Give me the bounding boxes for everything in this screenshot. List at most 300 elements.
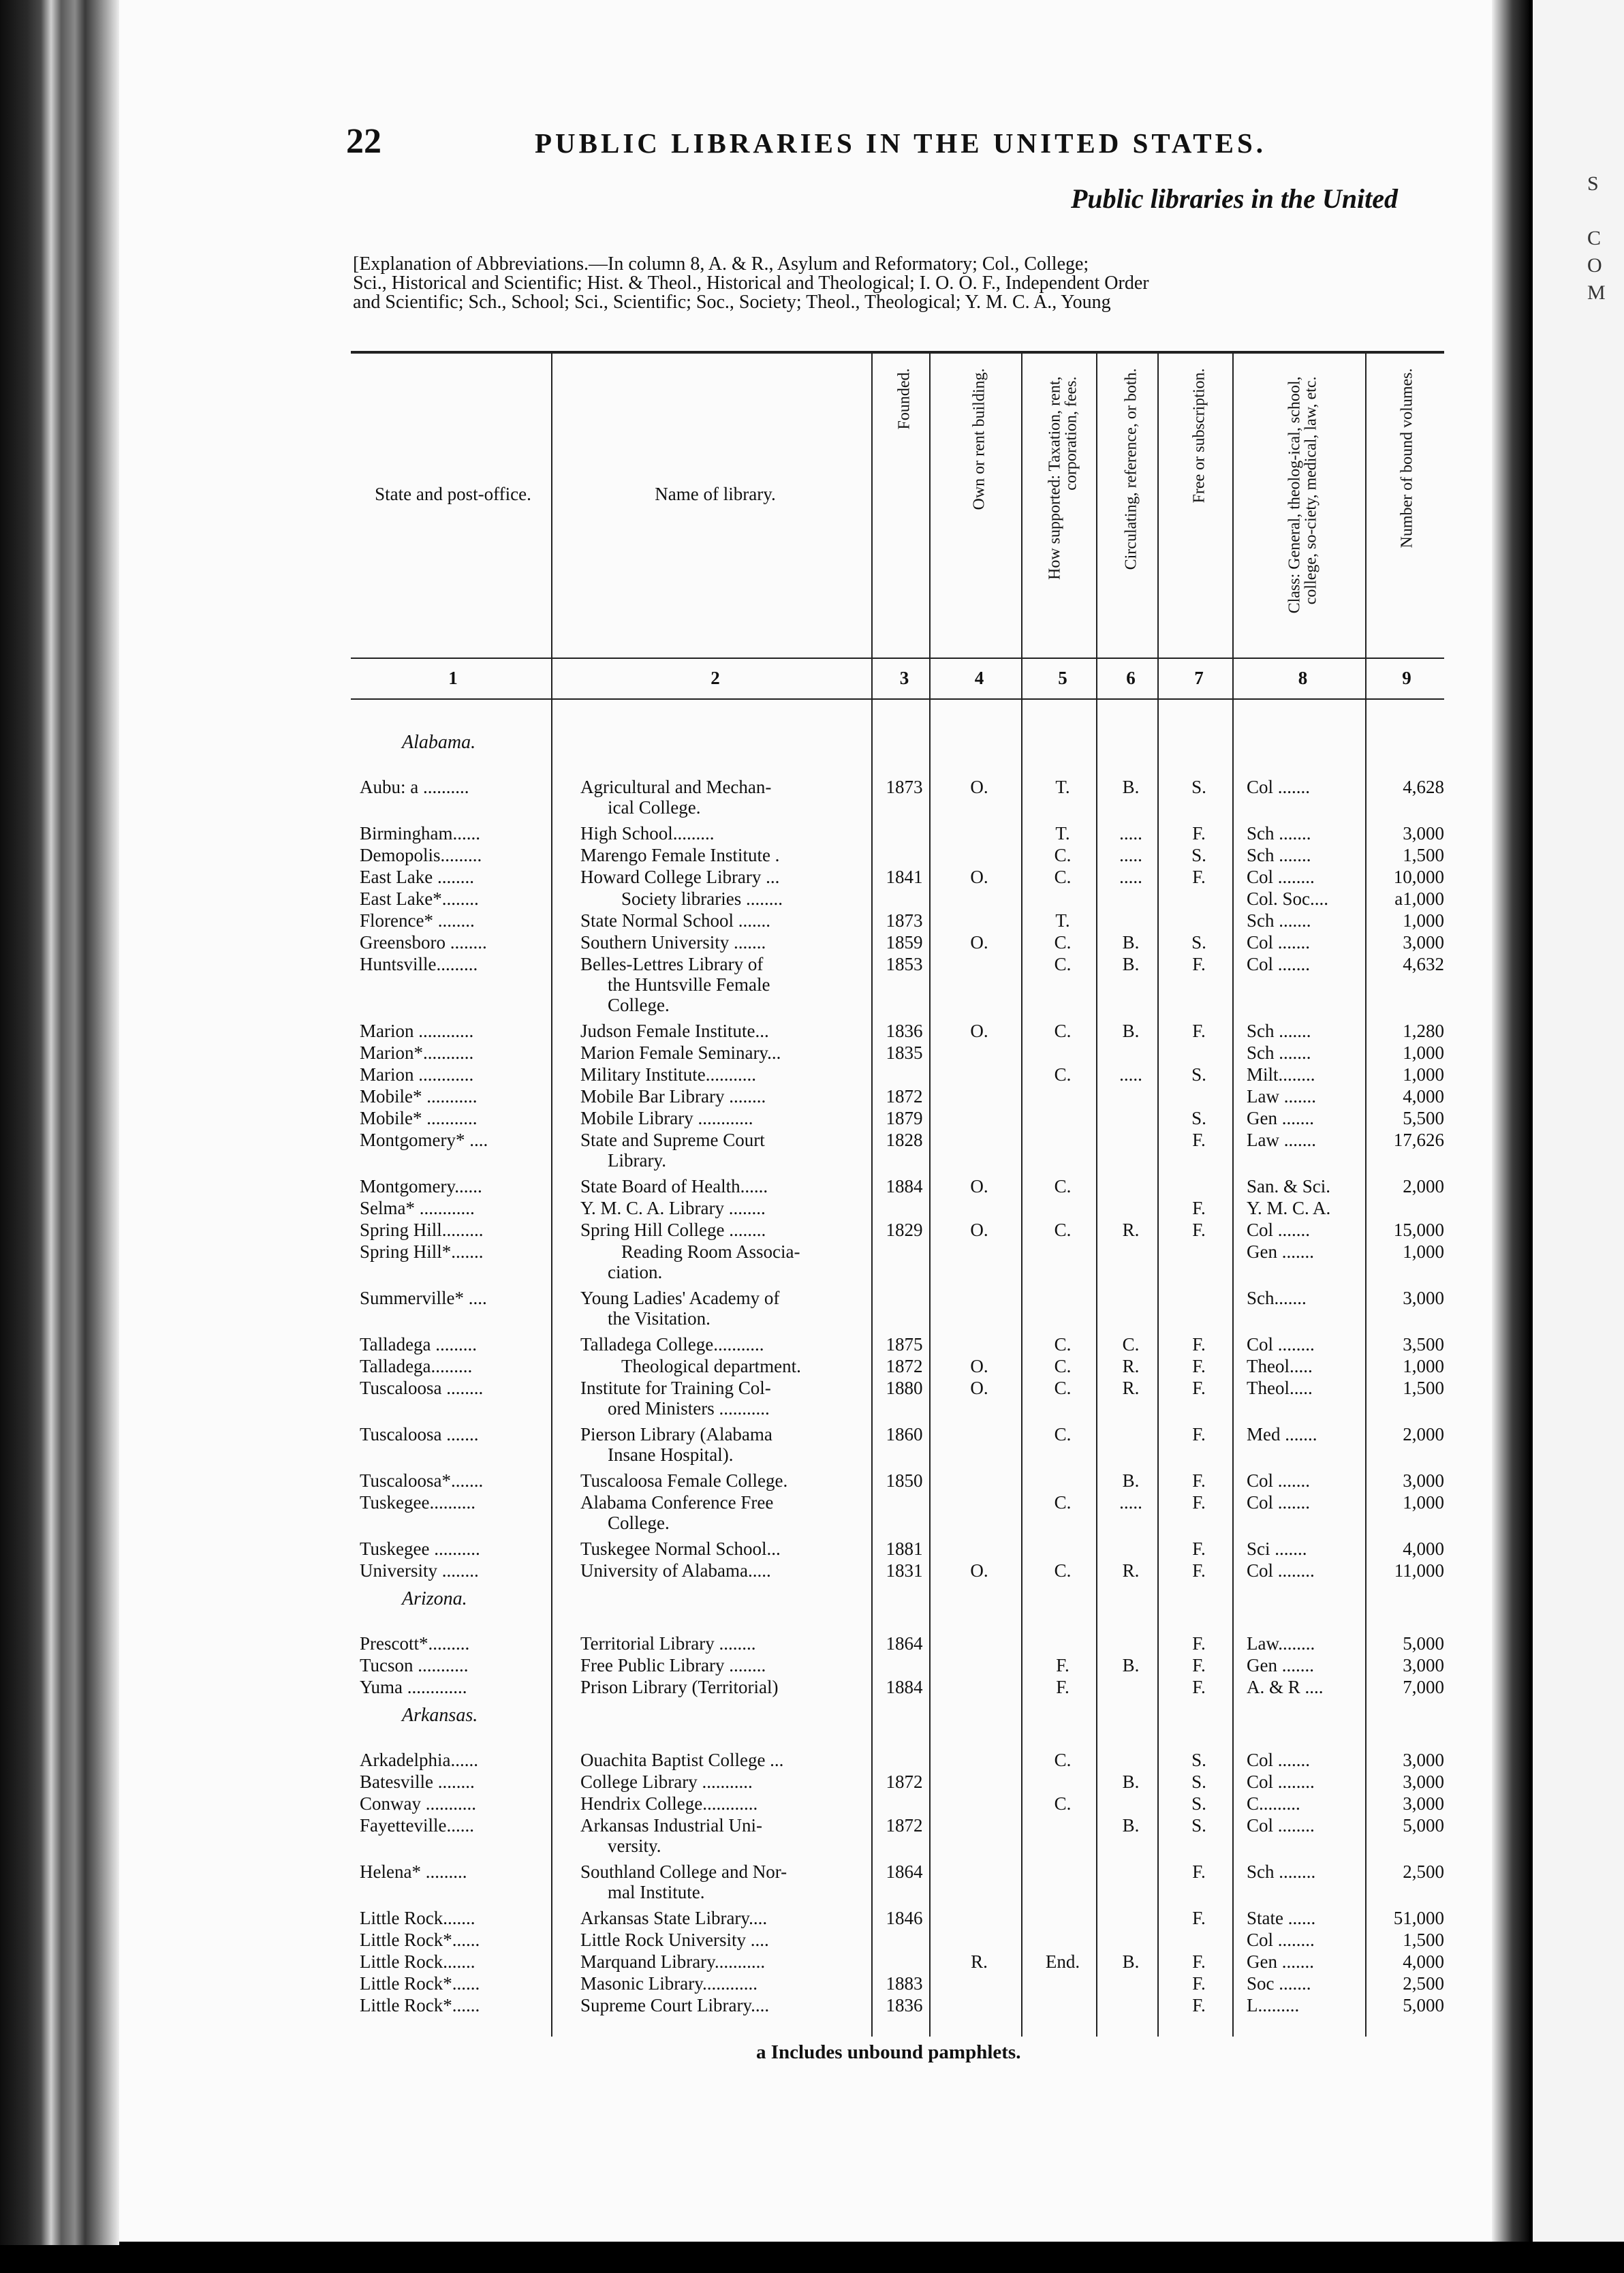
place-name: Prescott*......... — [360, 1633, 470, 1654]
cell-support: C. — [1054, 1750, 1072, 1770]
cell-class: C......... — [1247, 1793, 1300, 1814]
cell-class: A. & R .... — [1247, 1677, 1324, 1697]
place-name: Yuma ............. — [360, 1677, 467, 1697]
state-heading: Arkansas. — [402, 1705, 478, 1726]
place-name: Little Rock*...... — [360, 1973, 480, 1994]
library-name: Arkansas Industrial Uni- — [580, 1815, 762, 1836]
cell-class: Col ........ — [1247, 1560, 1315, 1581]
cell-founded: 1850 — [886, 1470, 923, 1491]
fragment-letter: M — [1587, 281, 1606, 304]
cell-circ: ..... — [1119, 867, 1142, 887]
fragment-letter: O — [1587, 254, 1602, 277]
cell-class: Col ....... — [1247, 1750, 1311, 1770]
library-name: College. — [608, 1513, 670, 1533]
table-top-rule — [351, 351, 1444, 354]
cell-class: L......... — [1247, 1995, 1300, 2015]
cell-volumes: 2,000 — [1403, 1176, 1444, 1196]
cell-volumes: 1,500 — [1403, 1930, 1444, 1950]
table-subheading: Public libraries in the United — [1071, 183, 1399, 214]
cell-free: S. — [1191, 1750, 1206, 1770]
place-name: Montgomery...... — [360, 1176, 482, 1196]
cell-support: C. — [1054, 1492, 1072, 1513]
cell-circ: ..... — [1119, 823, 1142, 844]
library-name: Ouachita Baptist College ... — [580, 1750, 784, 1770]
scan-border — [0, 2245, 1624, 2273]
cell-free: F. — [1192, 1973, 1206, 1994]
cell-support: F. — [1056, 1655, 1069, 1675]
place-name: Florence* ........ — [360, 910, 475, 931]
cell-class: Sch ....... — [1247, 1042, 1311, 1063]
place-name: Little Rock....... — [360, 1951, 475, 1972]
cell-own: O. — [970, 932, 988, 953]
library-name: Alabama Conference Free — [580, 1492, 774, 1513]
column-number: 8 — [1298, 668, 1308, 688]
cell-free: S. — [1191, 1772, 1206, 1792]
cell-free: F. — [1192, 1492, 1206, 1513]
cell-volumes: 4,628 — [1403, 777, 1444, 797]
cell-volumes: a1,000 — [1394, 888, 1444, 909]
cell-support: C. — [1054, 1560, 1072, 1581]
library-name: Little Rock University .... — [580, 1930, 769, 1950]
column-number: 9 — [1402, 668, 1411, 688]
library-name: Marengo Female Institute . — [580, 845, 780, 865]
cell-volumes: 1,000 — [1403, 910, 1444, 931]
library-name: Marquand Library........... — [580, 1951, 766, 1972]
cell-free: F. — [1192, 867, 1206, 887]
cell-founded: 1829 — [886, 1220, 923, 1240]
cell-founded: 1831 — [886, 1560, 923, 1581]
library-name: Belles-Lettres Library of — [580, 954, 764, 974]
cell-support: T. — [1055, 777, 1070, 797]
cell-founded: 1872 — [886, 1815, 923, 1836]
place-name: Aubu: a .......... — [360, 777, 469, 797]
cell-free: F. — [1192, 1378, 1206, 1398]
library-name: Library. — [608, 1150, 666, 1171]
cell-free: F. — [1192, 1356, 1206, 1376]
place-name: Demopolis......... — [360, 845, 482, 865]
cell-founded: 1836 — [886, 1995, 923, 2015]
cell-circ: R. — [1122, 1220, 1140, 1240]
cell-class: Col ....... — [1247, 1492, 1311, 1513]
column-number: 2 — [710, 668, 720, 688]
place-name: Conway ........... — [360, 1793, 476, 1814]
place-name: Marion ............ — [360, 1064, 474, 1085]
place-name: Spring Hill*....... — [360, 1241, 484, 1262]
cell-support: C. — [1054, 1021, 1072, 1041]
place-name: Spring Hill......... — [360, 1220, 484, 1240]
place-name: East Lake*........ — [360, 888, 479, 909]
cell-volumes: 3,000 — [1403, 1772, 1444, 1792]
cell-volumes: 1,500 — [1403, 845, 1444, 865]
cell-class: Med ....... — [1247, 1424, 1317, 1444]
cell-founded: 1853 — [886, 954, 923, 974]
library-name: Reading Room Associa- — [621, 1241, 800, 1262]
cell-free: S. — [1191, 1108, 1206, 1128]
column-number: 3 — [899, 668, 909, 688]
cell-volumes: 4,000 — [1403, 1538, 1444, 1559]
cell-founded: 1835 — [886, 1042, 923, 1063]
cell-free: S. — [1191, 1064, 1206, 1085]
cell-own: O. — [970, 867, 988, 887]
cell-own: O. — [970, 1378, 988, 1398]
cell-class: Y. M. C. A. — [1247, 1198, 1331, 1218]
cell-founded: 1846 — [886, 1908, 923, 1928]
library-name: Hendrix College............ — [580, 1793, 758, 1814]
cell-volumes: 5,000 — [1403, 1995, 1444, 2015]
place-name: Tuscaloosa ....... — [360, 1424, 479, 1444]
cell-circ: B. — [1122, 1815, 1140, 1836]
place-name: Tuscaloosa*....... — [360, 1470, 484, 1491]
cell-class: Sch ....... — [1247, 845, 1311, 865]
cell-own: O. — [970, 1356, 988, 1376]
cell-free: S. — [1191, 1793, 1206, 1814]
cell-class: Gen ....... — [1247, 1655, 1314, 1675]
place-name: East Lake ........ — [360, 867, 474, 887]
explanation-line: Sci., Historical and Scientific; Hist. & Theol., Historical and Theological; I. O. O. F., Independent Order — [353, 273, 1149, 294]
cell-class: Gen ....... — [1247, 1951, 1314, 1972]
cell-free: F. — [1192, 1908, 1206, 1928]
place-name: Summerville* .... — [360, 1288, 487, 1308]
explanation-line: and Scientific; Sch., School; Sci., Scientific; Soc., Society; Theol., Theological; Y. M. C. A., Young — [353, 292, 1111, 313]
library-name: State Board of Health...... — [580, 1176, 768, 1196]
cell-class: Gen ....... — [1247, 1108, 1314, 1128]
library-name: ical College. — [608, 797, 701, 818]
cell-volumes: 4,000 — [1403, 1086, 1444, 1107]
cell-founded: 1881 — [886, 1538, 923, 1559]
cell-own: O. — [970, 1220, 988, 1240]
library-name: ciation. — [608, 1262, 663, 1282]
cell-volumes: 1,280 — [1403, 1021, 1444, 1041]
cell-volumes: 17,626 — [1393, 1130, 1444, 1150]
library-name: State Normal School ....... — [580, 910, 770, 931]
library-name: Mobile Library ............ — [580, 1108, 753, 1128]
place-name: Arkadelphia...... — [360, 1750, 478, 1770]
cell-support: C. — [1054, 1793, 1072, 1814]
running-head: PUBLIC LIBRARIES IN THE UNITED STATES. — [535, 127, 1267, 159]
library-name: Howard College Library ... — [580, 867, 780, 887]
column-rule — [871, 354, 873, 2037]
cell-circ: ..... — [1119, 1064, 1142, 1085]
cell-free: F. — [1192, 1995, 1206, 2015]
place-name: Mobile* ........... — [360, 1108, 478, 1128]
cell-class: San. & Sci. — [1247, 1176, 1331, 1196]
cell-class: Sch....... — [1247, 1288, 1307, 1308]
number-rule — [351, 698, 1444, 700]
page-gutter — [1492, 0, 1529, 2242]
library-name: Society libraries ........ — [621, 888, 783, 909]
cell-founded: 1859 — [886, 932, 923, 953]
place-name: Talladega ......... — [360, 1334, 478, 1355]
library-name: Military Institute........... — [580, 1064, 756, 1085]
cell-support: C. — [1054, 1176, 1072, 1196]
cell-support: C. — [1054, 845, 1072, 865]
cell-free: F. — [1192, 1021, 1206, 1041]
cell-volumes: 1,000 — [1403, 1492, 1444, 1513]
library-name: College Library ........... — [580, 1772, 753, 1792]
cell-class: Law........ — [1247, 1633, 1315, 1654]
cell-founded: 1883 — [886, 1973, 923, 1994]
cell-volumes: 51,000 — [1393, 1908, 1444, 1928]
adjacent-page — [1533, 0, 1624, 2242]
cell-free: F. — [1192, 1424, 1206, 1444]
state-heading: Alabama. — [402, 732, 476, 753]
column-header: Class: General, theolog-ical, school, college, so-ciety, medical, law, etc. — [1285, 376, 1320, 613]
cell-volumes: 4,000 — [1403, 1951, 1444, 1972]
cell-class: Theol..... — [1247, 1378, 1313, 1398]
library-name: Marion Female Seminary... — [580, 1042, 781, 1063]
place-name: Huntsville......... — [360, 954, 478, 974]
cell-founded: 1873 — [886, 910, 923, 931]
cell-founded: 1872 — [886, 1086, 923, 1107]
cell-free: F. — [1192, 1198, 1206, 1218]
cell-volumes: 3,000 — [1403, 1750, 1444, 1770]
library-name: Territorial Library ........ — [580, 1633, 756, 1654]
place-name: Tucson ........... — [360, 1655, 469, 1675]
cell-volumes: 5,500 — [1403, 1108, 1444, 1128]
cell-support: C. — [1054, 1334, 1072, 1355]
cell-circ: R. — [1122, 1356, 1140, 1376]
place-name: Tuscaloosa ........ — [360, 1378, 484, 1398]
cell-free: F. — [1192, 823, 1206, 844]
cell-free: S. — [1191, 932, 1206, 953]
cell-class: Gen ....... — [1247, 1241, 1314, 1262]
library-name: Southern University ....... — [580, 932, 766, 953]
cell-class: State ...... — [1247, 1908, 1316, 1928]
cell-founded: 1864 — [886, 1633, 923, 1654]
cell-class: Col ....... — [1247, 954, 1311, 974]
cell-circ: B. — [1122, 1772, 1140, 1792]
cell-volumes: 2,500 — [1403, 1861, 1444, 1882]
cell-volumes: 1,500 — [1403, 1378, 1444, 1398]
cell-circ: B. — [1122, 1951, 1140, 1972]
column-header: Founded. — [895, 368, 914, 429]
cell-founded: 1884 — [886, 1677, 923, 1697]
library-name: College. — [608, 995, 670, 1015]
cell-support: C. — [1054, 1220, 1072, 1240]
place-name: Fayetteville...... — [360, 1815, 474, 1836]
cell-own: O. — [970, 1176, 988, 1196]
column-header: Free or subscription. — [1190, 368, 1208, 503]
cell-class: Sci ....... — [1247, 1538, 1307, 1559]
cell-own: O. — [970, 1560, 988, 1581]
column-header: Number of bound volumes. — [1398, 368, 1416, 548]
cell-free: F. — [1192, 954, 1206, 974]
cell-class: Col ........ — [1247, 1334, 1315, 1355]
cell-founded: 1864 — [886, 1861, 923, 1882]
cell-volumes: 2,500 — [1403, 1973, 1444, 1994]
cell-class: Sch ....... — [1247, 1021, 1311, 1041]
place-name: Little Rock*...... — [360, 1930, 480, 1950]
place-name: Batesville ........ — [360, 1772, 475, 1792]
cell-volumes: 1,000 — [1403, 1356, 1444, 1376]
place-name: Tuskegee.......... — [360, 1492, 476, 1513]
cell-free: F. — [1192, 1861, 1206, 1882]
cell-founded: 1880 — [886, 1378, 923, 1398]
library-name: Masonic Library............ — [580, 1973, 758, 1994]
library-name: Y. M. C. A. Library ........ — [580, 1198, 766, 1218]
cell-free: F. — [1192, 1334, 1206, 1355]
cell-free: S. — [1191, 777, 1206, 797]
column-header: State and post-office. — [375, 484, 531, 504]
cell-free: F. — [1192, 1220, 1206, 1240]
cell-volumes: 3,000 — [1403, 823, 1444, 844]
place-name: Talladega......... — [360, 1356, 473, 1376]
cell-volumes: 3,000 — [1403, 1793, 1444, 1814]
cell-support: F. — [1056, 1677, 1069, 1697]
cell-support: T. — [1055, 910, 1070, 931]
cell-circ: C. — [1122, 1334, 1140, 1355]
cell-free: F. — [1192, 1538, 1206, 1559]
cell-class: Sch ........ — [1247, 1861, 1316, 1882]
cell-founded: 1836 — [886, 1021, 923, 1041]
cell-class: Col ........ — [1247, 1772, 1315, 1792]
cell-free: F. — [1192, 1130, 1206, 1150]
cell-own: O. — [970, 777, 988, 797]
cell-own: O. — [970, 1021, 988, 1041]
cell-volumes: 5,000 — [1403, 1633, 1444, 1654]
cell-volumes: 3,000 — [1403, 1288, 1444, 1308]
cell-class: Milt........ — [1247, 1064, 1315, 1085]
cell-support: C. — [1054, 932, 1072, 953]
fragment-letter: C — [1587, 227, 1602, 249]
place-name: Marion*........... — [360, 1042, 474, 1063]
cell-circ: B. — [1122, 954, 1140, 974]
library-name: Judson Female Institute... — [580, 1021, 769, 1041]
library-name: Spring Hill College ........ — [580, 1220, 766, 1240]
library-name: Free Public Library ........ — [580, 1655, 766, 1675]
library-name: Agricultural and Mechan- — [580, 777, 772, 797]
column-header: How supported: Taxation, rent, corporation, fees. — [1046, 376, 1080, 580]
cell-volumes: 3,000 — [1403, 1655, 1444, 1675]
cell-volumes: 15,000 — [1393, 1220, 1444, 1240]
cell-class: Theol..... — [1247, 1356, 1313, 1376]
cell-support: T. — [1055, 823, 1070, 844]
place-name: Little Rock....... — [360, 1908, 475, 1928]
cell-class: Sch ....... — [1247, 910, 1311, 931]
cell-volumes: 3,500 — [1403, 1334, 1444, 1355]
cell-circ: ..... — [1119, 845, 1142, 865]
cell-free: S. — [1191, 1815, 1206, 1836]
cell-class: Col ........ — [1247, 1930, 1315, 1950]
column-number: 4 — [974, 668, 984, 688]
footnote: a Includes unbound pamphlets. — [756, 2041, 1021, 2063]
cell-support: End. — [1045, 1951, 1080, 1972]
place-name: Selma* ............ — [360, 1198, 475, 1218]
book-binding — [0, 0, 119, 2273]
library-name: Insane Hospital). — [608, 1444, 734, 1465]
place-name: Greensboro ........ — [360, 932, 487, 953]
cell-volumes: 10,000 — [1393, 867, 1444, 887]
column-rule — [551, 354, 552, 2037]
library-name: Tuskegee Normal School... — [580, 1538, 781, 1559]
cell-volumes: 2,000 — [1403, 1424, 1444, 1444]
cell-support: C. — [1054, 1378, 1072, 1398]
column-number: 1 — [448, 668, 458, 688]
library-name: Arkansas State Library.... — [580, 1908, 768, 1928]
place-name: Marion ............ — [360, 1021, 474, 1041]
cell-volumes: 1,000 — [1403, 1042, 1444, 1063]
library-name: the Huntsville Female — [608, 974, 770, 995]
library-name: State and Supreme Court — [580, 1130, 765, 1150]
place-name: Little Rock*...... — [360, 1995, 480, 2015]
library-name: Institute for Training Col- — [580, 1378, 771, 1398]
cell-support: C. — [1054, 954, 1072, 974]
cell-support: C. — [1054, 1064, 1072, 1085]
column-header: Name of library. — [655, 484, 776, 504]
column-number: 5 — [1058, 668, 1067, 688]
cell-founded: 1884 — [886, 1176, 923, 1196]
cell-free: F. — [1192, 1951, 1206, 1972]
cell-volumes: 7,000 — [1403, 1677, 1444, 1697]
next-page-fragment — [1587, 170, 1606, 307]
library-name: versity. — [608, 1836, 661, 1856]
column-header: Circulating, reference, or both. — [1122, 368, 1140, 570]
cell-free: S. — [1191, 845, 1206, 865]
cell-class: Col ....... — [1247, 1470, 1311, 1491]
cell-class: Col ........ — [1247, 1815, 1315, 1836]
column-number: 7 — [1194, 668, 1204, 688]
cell-volumes: 4,632 — [1403, 954, 1444, 974]
library-name: Tuscaloosa Female College. — [580, 1470, 788, 1491]
library-name: Mobile Bar Library ........ — [580, 1086, 766, 1107]
cell-class: Col ....... — [1247, 777, 1311, 797]
library-name: High School......... — [580, 823, 715, 844]
place-name: Mobile* ........... — [360, 1086, 478, 1107]
library-name: Theological department. — [621, 1356, 801, 1376]
cell-free: F. — [1192, 1560, 1206, 1581]
cell-free: F. — [1192, 1633, 1206, 1654]
library-name: Talladega College........... — [580, 1334, 764, 1355]
library-name: the Visitation. — [608, 1308, 710, 1329]
cell-founded: 1841 — [886, 867, 923, 887]
place-name: University ........ — [360, 1560, 479, 1581]
place-name: Helena* ......... — [360, 1861, 467, 1882]
cell-founded: 1873 — [886, 777, 923, 797]
explanation-line: [Explanation of Abbreviations.—In column 8, A. & R., Asylum and Reformatory; Col., College; — [353, 253, 1089, 275]
cell-volumes: 11,000 — [1394, 1560, 1444, 1581]
cell-free: F. — [1192, 1677, 1206, 1697]
cell-circ: B. — [1122, 1655, 1140, 1675]
cell-circ: B. — [1122, 1021, 1140, 1041]
page-number: 22 — [346, 122, 381, 161]
column-number: 6 — [1126, 668, 1136, 688]
place-name: Montgomery* .... — [360, 1130, 488, 1150]
cell-volumes: 1,000 — [1403, 1241, 1444, 1262]
library-name: Prison Library (Territorial) — [580, 1677, 779, 1697]
cell-circ: B. — [1122, 777, 1140, 797]
cell-circ: R. — [1122, 1560, 1140, 1581]
library-name: Pierson Library (Alabama — [580, 1424, 772, 1444]
cell-founded: 1872 — [886, 1356, 923, 1376]
place-name: Tuskegee .......... — [360, 1538, 480, 1559]
cell-own: R. — [971, 1951, 988, 1972]
cell-free: F. — [1192, 1655, 1206, 1675]
library-name: Young Ladies' Academy of — [580, 1288, 780, 1308]
cell-class: Col. Soc.... — [1247, 888, 1329, 909]
cell-class: Law ....... — [1247, 1086, 1316, 1107]
fragment-letter: S — [1587, 172, 1599, 195]
library-name: Southland College and Nor- — [580, 1861, 787, 1882]
cell-class: Col ........ — [1247, 867, 1315, 887]
cell-volumes: 3,000 — [1403, 932, 1444, 953]
library-name: mal Institute. — [608, 1882, 705, 1902]
cell-class: Col ....... — [1247, 932, 1311, 953]
cell-founded: 1872 — [886, 1772, 923, 1792]
cell-volumes: 5,000 — [1403, 1815, 1444, 1836]
cell-circ: B. — [1122, 1470, 1140, 1491]
cell-circ: R. — [1122, 1378, 1140, 1398]
cell-volumes: 1,000 — [1403, 1064, 1444, 1085]
